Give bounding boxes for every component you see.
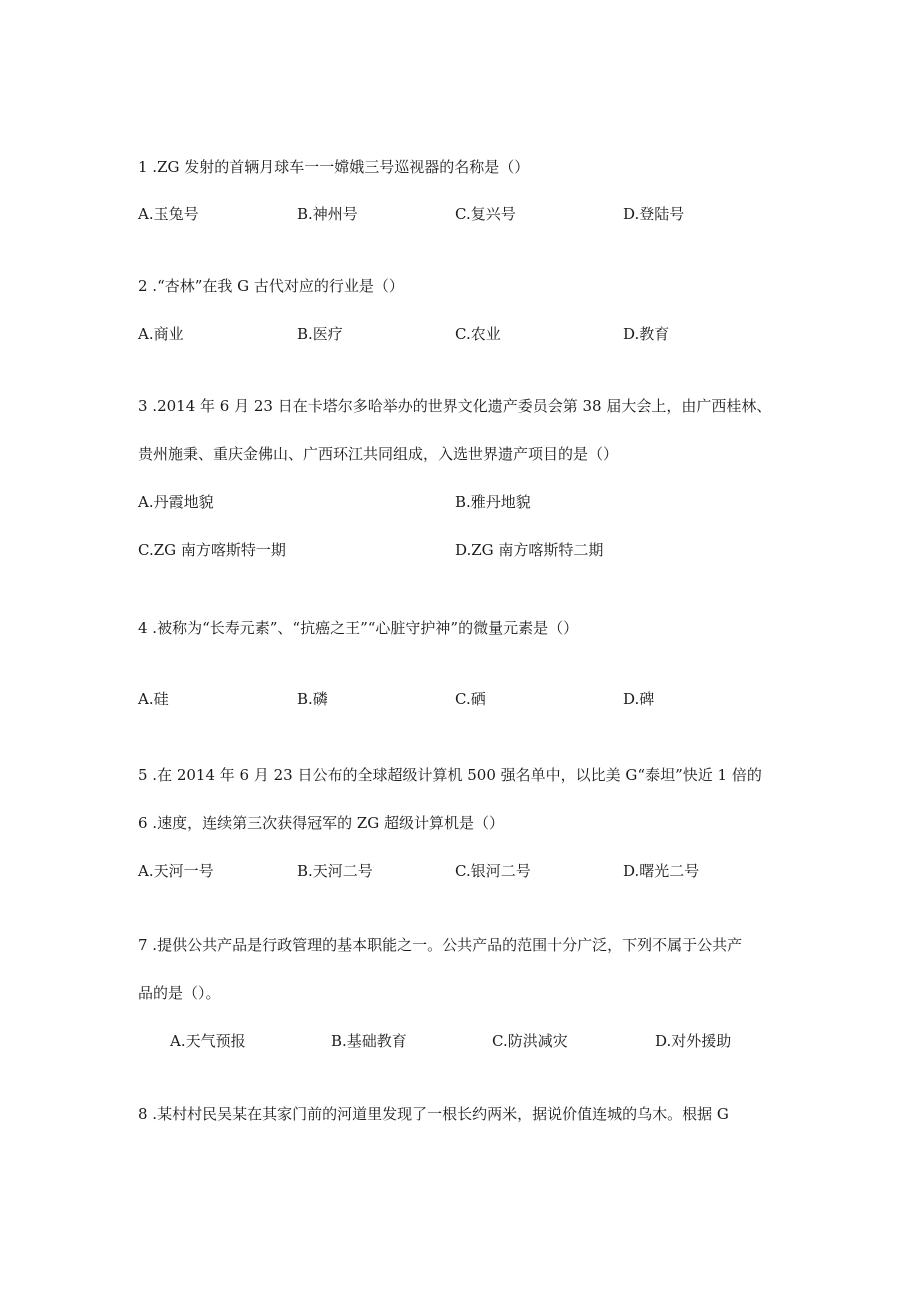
question-7-option-a: A.天气预报 xyxy=(170,1032,246,1050)
question-4-option-b: B.磷 xyxy=(297,690,328,708)
question-5-option-b: B.天河二号 xyxy=(297,862,373,880)
question-7-stem-line-1: 7 .提供公共产品是行政管理的基本职能之一。公共产品的范围十分广泛，下列不属于公共产 xyxy=(138,936,743,954)
question-2-stem: 2 .“杏林”在我 G 古代对应的行业是（） xyxy=(138,277,404,295)
question-2-option-a: A.商业 xyxy=(138,325,184,343)
question-3-option-a: A.丹霞地貌 xyxy=(138,493,214,511)
question-2-option-b: B.医疗 xyxy=(297,325,343,343)
question-1-option-c: C.复兴号 xyxy=(455,205,516,223)
question-7-option-d: D.对外援助 xyxy=(655,1032,732,1050)
question-5-option-a: A.天河一号 xyxy=(138,862,214,880)
question-7-stem-line-2: 品的是（）。 xyxy=(138,984,221,1002)
question-2-option-d: D.教育 xyxy=(623,325,670,343)
question-5-stem-line-2: 6 .速度，连续第三次获得冠军的 ZG 超级计算机是（） xyxy=(138,814,505,832)
question-2-option-c: C.农业 xyxy=(455,325,501,343)
question-3-stem-line-2: 贵州施秉、重庆金佛山、广西环江共同组成，入选世界遗产项目的是（） xyxy=(138,445,619,463)
question-4-stem: 4 .被称为“长寿元素”、“抗癌之王”“心脏守护神”的微量元素是（） xyxy=(138,619,579,637)
question-3-option-c: C.ZG 南方喀斯特一期 xyxy=(138,541,286,559)
question-5-option-c: C.银河二号 xyxy=(455,862,531,880)
question-1-option-a: A.玉兔号 xyxy=(138,205,199,223)
question-4-option-c: C.硒 xyxy=(455,690,486,708)
question-4-option-a: A.硅 xyxy=(138,690,169,708)
question-5-stem-line-1: 5 .在 2014 年 6 月 23 日公布的全球超级计算机 500 强名单中，以比美 G“泰坦”快近 1 倍的 xyxy=(138,766,762,784)
question-8-stem: 8 .某村村民吴某在其家门前的河道里发现了一根长约两米，据说价值连城的乌木。根据 G xyxy=(138,1105,729,1123)
question-3-stem-line-1: 3 .2014 年 6 月 23 日在卡塔尔多哈举办的世界文化遗产委员会第 38 届大会上，由广西桂林、 xyxy=(138,397,772,415)
question-7-option-b: B.基础教育 xyxy=(331,1032,407,1050)
question-1-option-d: D.登陆号 xyxy=(623,205,685,223)
question-3-option-b: B.雅丹地貌 xyxy=(455,493,531,511)
question-7-option-c: C.防洪减灾 xyxy=(492,1032,568,1050)
question-1-option-b: B.神州号 xyxy=(297,205,358,223)
question-4-option-d: D.碑 xyxy=(623,690,655,708)
question-5-option-d: D.曙光二号 xyxy=(623,862,700,880)
question-1-stem: 1 .ZG 发射的首辆月球车一一嫦娥三号巡视器的名称是（） xyxy=(138,158,530,176)
question-3-option-d: D.ZG 南方喀斯特二期 xyxy=(455,541,604,559)
